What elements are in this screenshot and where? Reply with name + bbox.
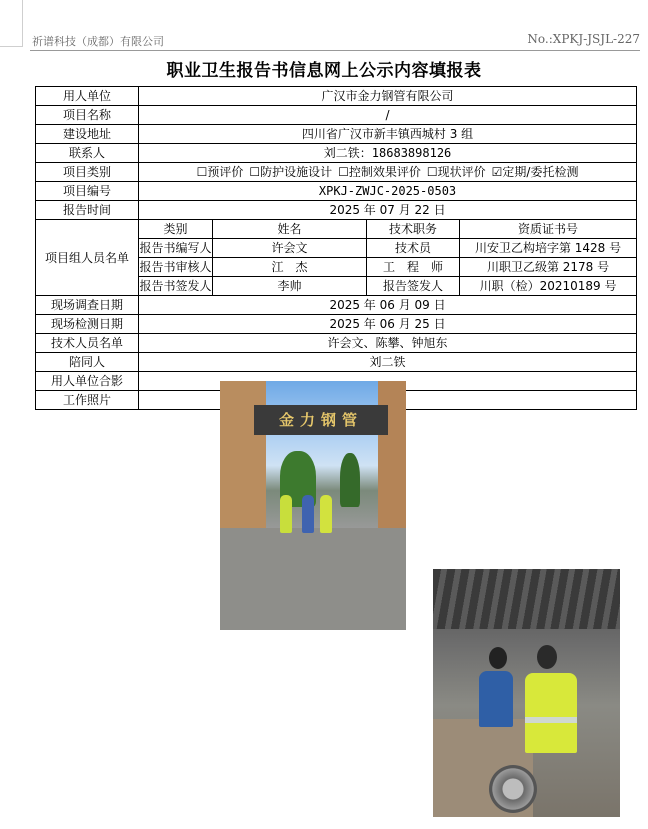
row-report-time — [36, 201, 637, 220]
road-surface — [220, 528, 406, 630]
team-header-row — [36, 220, 637, 239]
row-technicians — [36, 334, 637, 353]
work-photo-image — [433, 569, 620, 817]
project-type-options — [139, 163, 637, 182]
survey-date-value: 2025 年 06 月 09 日 — [139, 296, 637, 315]
work-photo-label: 工作照片 — [36, 391, 139, 410]
address-label: 建设地址 — [36, 125, 139, 144]
page-corner-mark — [0, 0, 23, 47]
worker-head — [489, 647, 507, 669]
contact-value: 刘二铁：18683898126 — [139, 144, 637, 163]
gate-pillar-right — [378, 381, 406, 529]
tree-shape — [340, 453, 360, 507]
team-header-name: 姓名 — [213, 220, 367, 239]
member-title: 工 程 师 — [367, 258, 460, 277]
project-name-value: / — [139, 106, 637, 125]
person-figure — [302, 495, 314, 533]
escort-label: 陪同人 — [36, 353, 139, 372]
team-header-role: 类别 — [139, 220, 213, 239]
member-name: 李帅 — [213, 277, 367, 296]
grinding-wheel — [489, 765, 537, 813]
technicians-value: 许会文、陈攀、钟旭东 — [139, 334, 637, 353]
technicians-label: 技术人员名单 — [36, 334, 139, 353]
work-photo-cell-right — [367, 391, 637, 410]
employer-label: 用人单位 — [36, 87, 139, 106]
disclosure-form-table — [35, 86, 637, 410]
member-role: 报告书审核人 — [139, 258, 213, 277]
project-no-label: 项目编号 — [36, 182, 139, 201]
row-test-date — [36, 315, 637, 334]
group-photo-label: 用人单位合影 — [36, 372, 139, 391]
member-title: 报告签发人 — [367, 277, 460, 296]
safety-vest — [525, 673, 577, 753]
escort-value: 刘二铁 — [139, 353, 637, 372]
option-pre-evaluation: ☐预评价 — [196, 165, 244, 179]
employer-value: 广汉市金力钢管有限公司 — [139, 87, 637, 106]
row-survey-date — [36, 296, 637, 315]
report-time-value: 2025 年 07 月 22 日 — [139, 201, 637, 220]
project-no-value: XPKJ-ZWJC-2025-0503 — [139, 182, 637, 201]
option-control-effect: ☐控制效果评价 — [338, 165, 421, 179]
workshop-roof — [433, 569, 620, 629]
test-date-label: 现场检测日期 — [36, 315, 139, 334]
member-role: 报告书签发人 — [139, 277, 213, 296]
report-time-label: 报告时间 — [36, 201, 139, 220]
person-figure — [320, 495, 332, 533]
member-name: 许会文 — [213, 239, 367, 258]
row-employer — [36, 87, 637, 106]
member-title: 技术员 — [367, 239, 460, 258]
address-value: 四川省广汉市新丰镇西城村 3 组 — [139, 125, 637, 144]
team-label: 项目组人员名单 — [36, 220, 139, 296]
member-cert: 川职（检）20210189 号 — [460, 277, 637, 296]
option-periodic-testing: ☑定期/委托检测 — [491, 165, 579, 179]
form-title: 职业卫生报告书信息网上公示内容填报表 — [166, 61, 482, 81]
worker-figure — [479, 671, 513, 727]
contact-label: 联系人 — [36, 144, 139, 163]
gate-pillar-left — [220, 381, 266, 529]
project-type-label: 项目类别 — [36, 163, 139, 182]
member-cert: 川安卫乙构培字第 1428 号 — [460, 239, 637, 258]
test-date-value: 2025 年 06 月 25 日 — [139, 315, 637, 334]
option-protection-design: ☐防护设施设计 — [249, 165, 333, 179]
team-header-cert: 资质证书号 — [460, 220, 637, 239]
survey-date-label: 现场调查日期 — [36, 296, 139, 315]
worker-head — [537, 645, 557, 669]
member-role: 报告书编写人 — [139, 239, 213, 258]
member-cert: 川职卫乙级第 2178 号 — [460, 258, 637, 277]
row-address — [36, 125, 637, 144]
row-contact — [36, 144, 637, 163]
option-status-evaluation: ☐现状评价 — [426, 165, 486, 179]
team-header-title: 技术职务 — [367, 220, 460, 239]
company-name: 祈谱科技（成都）有限公司 — [32, 35, 164, 48]
group-photo-image — [220, 381, 406, 630]
row-project-type — [36, 163, 637, 182]
project-name-label: 项目名称 — [36, 106, 139, 125]
member-name: 江 杰 — [213, 258, 367, 277]
page-header — [30, 30, 640, 51]
document-number: No.:XPKJ-JSJL-227 — [527, 32, 640, 46]
row-escort — [36, 353, 637, 372]
row-project-no — [36, 182, 637, 201]
gate-sign: 金力钢管 — [254, 405, 388, 435]
row-project-name — [36, 106, 637, 125]
person-figure — [280, 495, 292, 533]
